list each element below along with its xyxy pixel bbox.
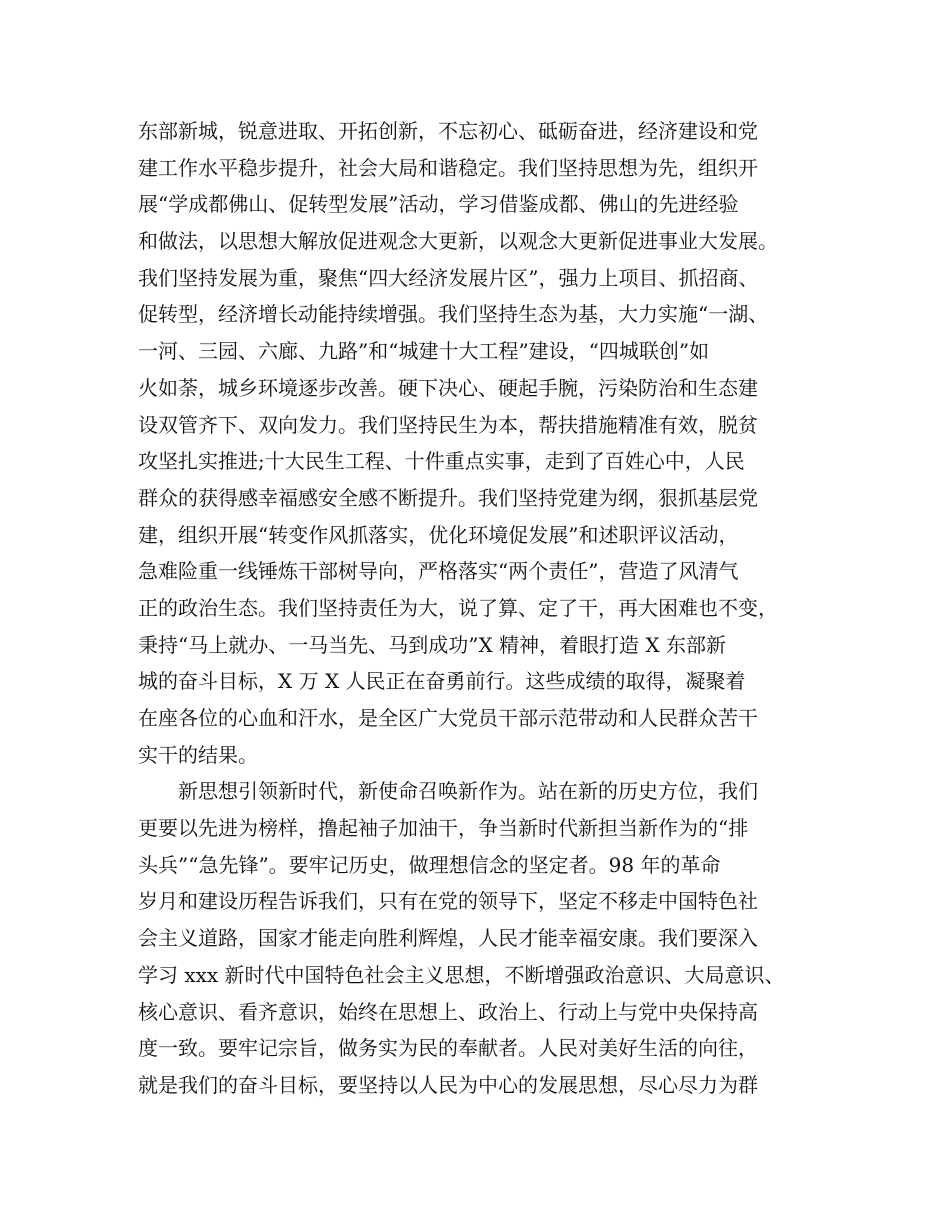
text-line: 学习 xxx 新时代中国特色社会主义思想，不断增强政治意识、大局意识、 xyxy=(138,962,785,987)
text-line: 会主义道路，国家才能走向胜利辉煌，人民才能幸福安康。我们要深入 xyxy=(138,926,758,951)
text-line: 攻坚扎实推进;十大民生工程、十件重点实事，走到了百姓心中，人民 xyxy=(138,449,745,474)
text-line: 头兵”“急先锋”。要牢记历史，做理想信念的坚定者。98 年的革命 xyxy=(138,852,721,877)
text-line: 新思想引领新时代，新使命召唤新作为。站在新的历史方位，我们 xyxy=(138,779,758,804)
body-text xyxy=(138,113,838,1104)
text-line: 更要以先进为榜样，撸起袖子加油干，争当新时代新担当新作为的“排 xyxy=(138,816,749,841)
text-line: 核心意识、看齐意识，始终在思想上、政治上、行动上与党中央保持高 xyxy=(138,999,758,1024)
text-line: 群众的获得感幸福感安全感不断提升。我们坚持党建为纲，狠抓基层党 xyxy=(138,485,758,510)
text-line: 促转型，经济增长动能持续增强。我们坚持生态为基，大力实施“一湖、 xyxy=(138,302,769,327)
text-line: 秉持“马上就办、一马当先、马到成功”X 精神，着眼打造 X 东部新 xyxy=(138,632,726,657)
text-line: 建工作水平稳步提升，社会大局和谐稳定。我们坚持思想为先，组织开 xyxy=(138,155,758,180)
text-line: 在座各位的心血和汗水，是全区广大党员干部示范带动和人民群众苦干 xyxy=(138,706,758,730)
text-line: 一河、三园、六廊、九路”和“城建十大工程”建设，“四城联创”如 xyxy=(138,339,710,364)
text-line: 火如荼，城乡环境逐步改善。硬下决心、硬起手腕，污染防治和生态建 xyxy=(138,375,758,400)
text-line: 我们坚持发展为重，聚焦“四大经济发展片区”，强力上项目、抓招商、 xyxy=(138,265,759,290)
text-line: 和做法，以思想大解放促进观念大更新，以观念大更新促进事业大发展。 xyxy=(138,229,778,254)
text-line: 建，组织开展“转变作风抓落实，优化环境促发展”和述职评议活动， xyxy=(138,522,739,547)
text-line: 设双管齐下、双向发力。我们坚持民生为本，帮扶措施精准有效，脱贫 xyxy=(138,412,758,437)
text-line: 东部新城，锐意进取、开拓创新，不忘初心、砥砺奋进，经济建设和党 xyxy=(138,119,758,143)
text-line: 度一致。要牢记宗旨，做务实为民的奉献者。人民对美好生活的向往， xyxy=(138,1036,758,1061)
text-line: 就是我们的奋斗目标，要坚持以人民为中心的发展思想，尽心尽力为群 xyxy=(138,1072,758,1097)
text-line: 正的政治生态。我们坚持责任为大，说了算、定了干，再大困难也不变， xyxy=(138,595,778,620)
text-line: 急难险重一线锤炼干部树导向，严格落实“两个责任”，营造了风清气 xyxy=(138,559,739,584)
text-line: 岁月和建设历程告诉我们，只有在党的领导下，坚定不移走中国特色社 xyxy=(138,889,758,914)
text-line: 展“学成都佛山、促转型发展”活动，学习借鉴成都、佛山的先进经验 xyxy=(138,192,739,217)
text-line: 城的奋斗目标，X 万 X 人民正在奋勇前行。这些成绩的取得，凝聚着 xyxy=(138,669,746,694)
text-line: 实干的结果。 xyxy=(138,742,258,767)
